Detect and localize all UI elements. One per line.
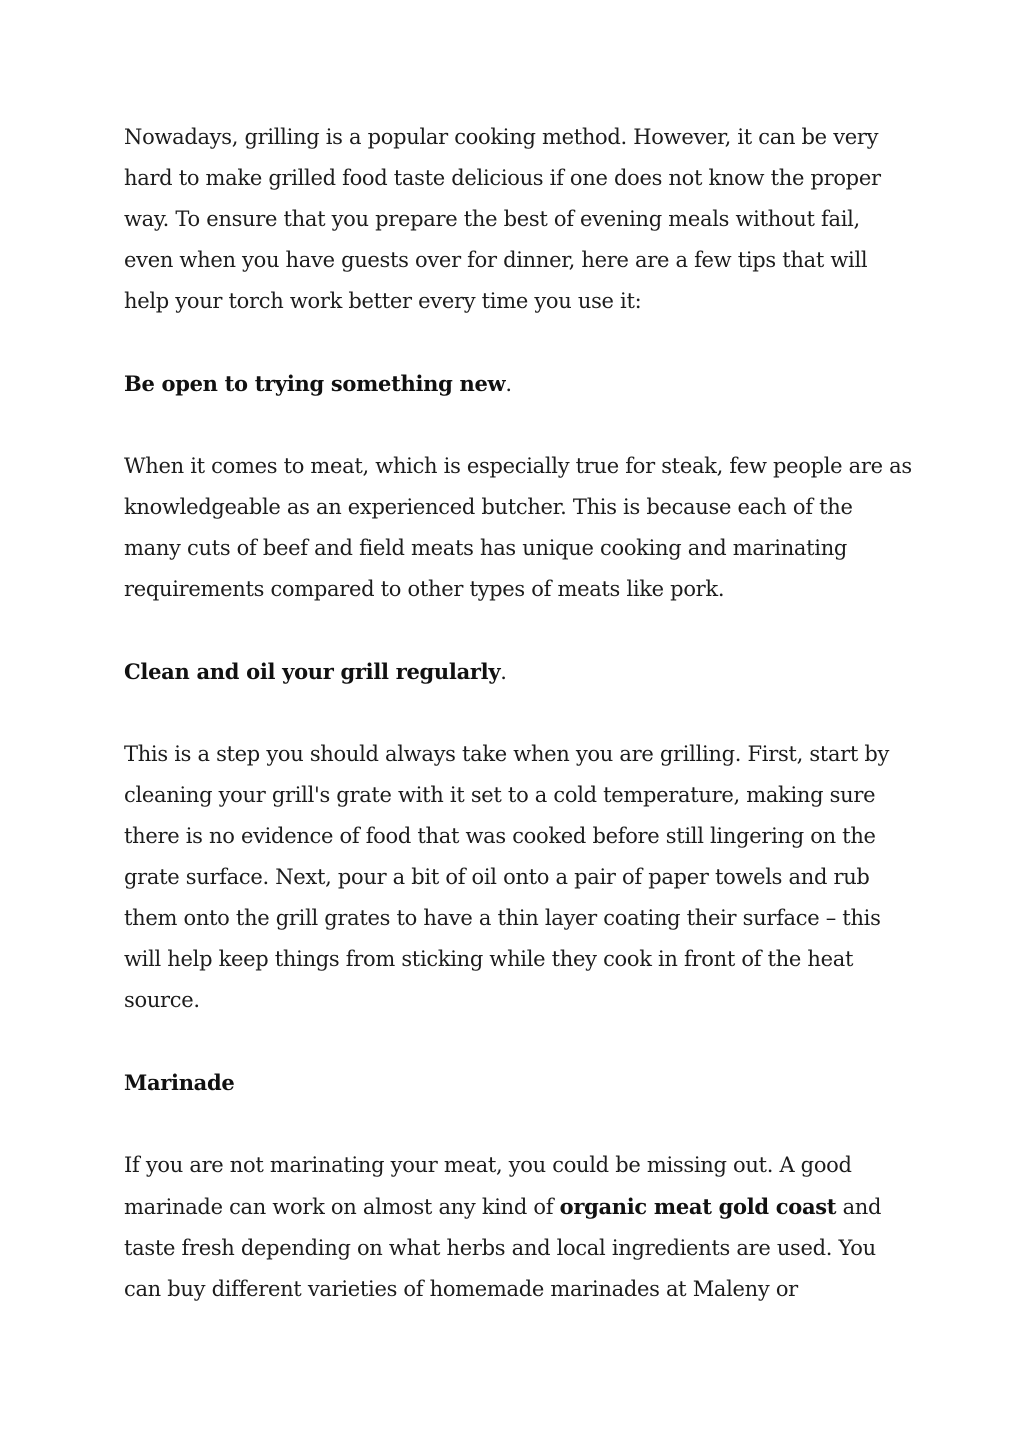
document-body xyxy=(124,117,914,1351)
paragraph-butcher: When it comes to meat, which is especially true for steak, few people are as knowledgeable as an experienced butcher. This is because each of the many cuts of beef and field meats has unique cooking and marinating requirements compared to other types of meats like pork. xyxy=(124,454,912,601)
bold-keyword: organic meat gold coast xyxy=(559,1194,837,1219)
marinade-text-end: and taste fresh depending on what herbs and local ingredients are used. You can buy different varieties of homemade marinades at Maleny or xyxy=(124,1195,882,1301)
heading-punctuation: . xyxy=(500,660,507,684)
section-heading-try-new xyxy=(124,363,914,405)
heading-text: Marinade xyxy=(124,1070,235,1095)
paragraph-marinade xyxy=(124,1145,914,1310)
paragraph-clean-grill: This is a step you should always take when you are grilling. First, start by cleaning your grill's grate with it set to a cold temperature, making sure there is no evidence of food that was cooked before still lingering on the grate surface. Next, pour a bit of oil onto a pair of paper towels and rub them onto the grill grates to have a thin layer coating their surface – this will help keep things from sticking while they cook in front of the heat source. xyxy=(124,742,890,1012)
heading-punctuation: . xyxy=(505,372,512,396)
marinade-text-start: If you are not marinating your meat, you could be missing out. A good marinade can work on almost any kind of xyxy=(124,1153,852,1219)
heading-text: Clean and oil your grill regularly xyxy=(124,659,501,684)
section-heading-marinade xyxy=(124,1062,914,1104)
intro-paragraph: Nowadays, grilling is a popular cooking method. However, it can be very hard to make grilled food taste delicious if one does not know the proper way. To ensure that you prepare the best of evening meals without fail, even when you have guests over for dinner, here are a few tips that will help your torch work better every time you use it: xyxy=(124,125,881,313)
section-heading-clean-grill xyxy=(124,651,914,693)
heading-text: Be open to trying something new xyxy=(124,371,506,396)
